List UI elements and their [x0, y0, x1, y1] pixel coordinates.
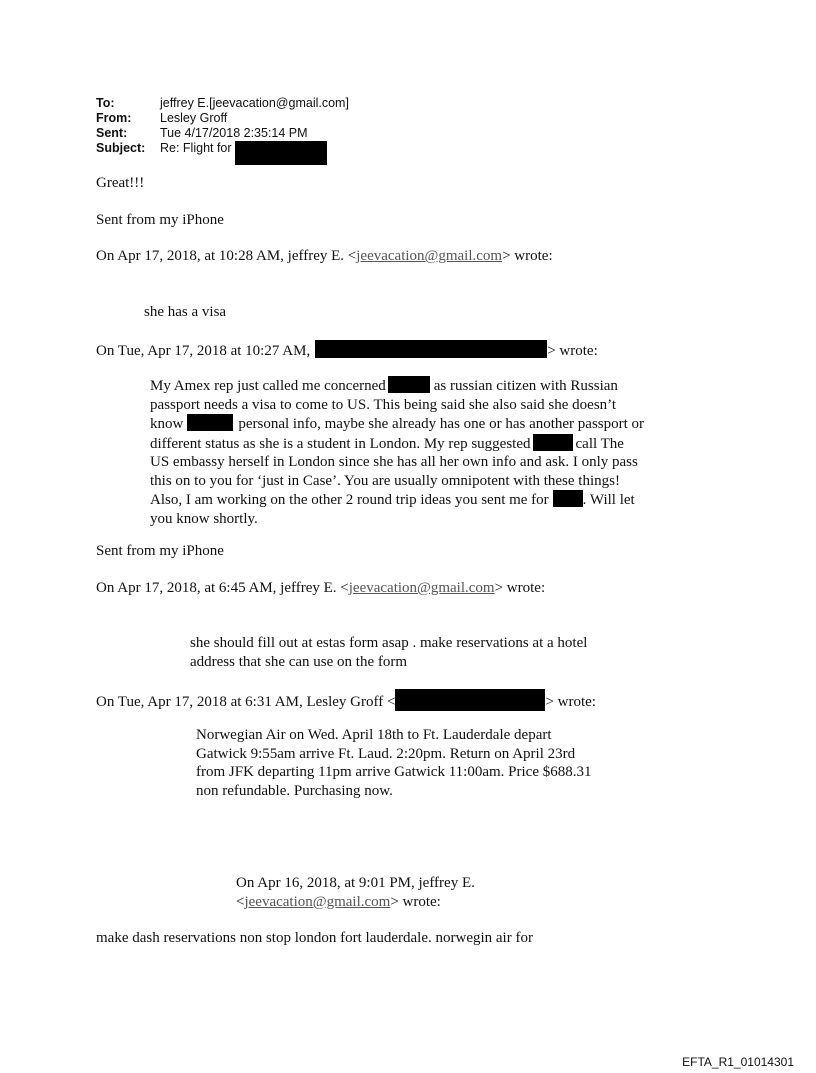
paragraph-line [150, 414, 710, 434]
message-body: she has a visa [144, 304, 227, 320]
redaction-box [553, 490, 583, 507]
quote-text: > wrote: [545, 694, 596, 710]
from-value: Lesley Groff [160, 111, 228, 125]
to-value: jeffrey E.[jeevacation@gmail.com] [160, 96, 349, 110]
sent-row [96, 126, 349, 141]
from-label: From: [96, 111, 132, 125]
email-header [96, 96, 349, 165]
paragraph-line [150, 376, 710, 396]
quoted-paragraph [196, 726, 591, 800]
quoted-paragraph [190, 634, 587, 671]
redaction-box [235, 141, 327, 165]
text: call The [575, 435, 624, 452]
quote-text: On Tue, Apr 17, 2018 at 10:27 AM, [96, 343, 311, 359]
quote-text: On Tue, Apr 17, 2018 at 6:31 AM, Lesley Groff < [96, 694, 396, 710]
message-body: Great!!! [96, 175, 145, 191]
text: as russian citizen with Russian [433, 378, 618, 394]
sent-label: Sent: [96, 126, 128, 140]
text: Also, I am working on the other 2 round trip ideas you sent me for [150, 492, 549, 508]
subject-label: Subject: [96, 141, 146, 155]
paragraph-line: Norwegian Air on Wed. April 18th to Ft. Lauderdale depart [196, 727, 552, 743]
quote-text: > wrote: [494, 580, 546, 596]
paragraph-line: non refundable. Purchasing now. [196, 782, 393, 799]
redaction-box [533, 434, 573, 451]
quote-header [96, 247, 553, 266]
to-label: To: [96, 96, 115, 110]
text: . Will let [582, 492, 635, 508]
from-row [96, 111, 349, 126]
paragraph-line: US embassy herself in London since she has all her own info and ask. I only pass [150, 454, 638, 470]
paragraph-line: she should fill out at estas form asap . make reservations at a hotel [190, 635, 588, 651]
paragraph-line: this on to you for ‘just in Case’. You are usually omnipotent with these things! [150, 472, 620, 489]
quote-text: > wrote: [502, 248, 553, 264]
quote-text: < [236, 893, 245, 910]
subject-row [96, 141, 349, 165]
paragraph-line: address that she can use on the form [190, 653, 408, 670]
email-link[interactable]: jeevacation@gmail.com [244, 893, 391, 910]
signature: Sent from my iPhone [96, 212, 224, 228]
quote-line [236, 893, 475, 912]
paragraph-line: passport needs a visa to come to US. This being said she also said she doesn’t [150, 396, 617, 413]
email-link[interactable]: jeevacation@gmail.com [356, 248, 503, 264]
paragraph-line: Gatwick 9:55am arrive Ft. Laud. 2:20pm. Return on April 23rd [196, 745, 576, 762]
redaction-box [395, 689, 545, 711]
quoted-paragraph [150, 376, 710, 528]
quote-line: On Apr 16, 2018, at 9:01 PM, jeffrey E. [236, 875, 475, 891]
redaction-box [388, 376, 430, 393]
text: know [150, 416, 184, 432]
quote-header [96, 579, 545, 598]
paragraph-line [150, 490, 710, 510]
quote-header [236, 874, 475, 911]
sent-value: Tue 4/17/2018 2:35:14 PM [160, 126, 308, 140]
quote-text: On Apr 17, 2018, at 6:45 AM, jeffrey E. < [96, 580, 349, 596]
redaction-box [315, 340, 547, 358]
document-id: EFTA_R1_01014301 [682, 1055, 794, 1069]
message-body: make dash reservations non stop london fort lauderdale. norwegin air for [96, 930, 533, 946]
quote-header [96, 689, 596, 712]
quote-text: On Apr 17, 2018, at 10:28 AM, jeffrey E. < [96, 248, 357, 264]
quote-text: > wrote: [390, 893, 441, 910]
paragraph-line: from JFK departing 11pm arrive Gatwick 11:00am. Price $688.31 [196, 764, 592, 780]
to-row [96, 96, 349, 111]
text: personal info, maybe she already has one or has another passport or [238, 416, 645, 432]
text: My Amex rep just called me concerned [150, 378, 386, 394]
subject-value: Re: Flight for [160, 141, 232, 155]
redaction-box [187, 414, 233, 431]
quote-text: > wrote: [547, 343, 598, 359]
quote-header [96, 340, 598, 361]
signature: Sent from my iPhone [96, 543, 224, 559]
email-link[interactable]: jeevacation@gmail.com [348, 580, 495, 596]
text: different status as she is a student in London. My rep suggested [150, 435, 531, 452]
paragraph-line [150, 434, 710, 454]
paragraph-line: you know shortly. [150, 510, 258, 527]
